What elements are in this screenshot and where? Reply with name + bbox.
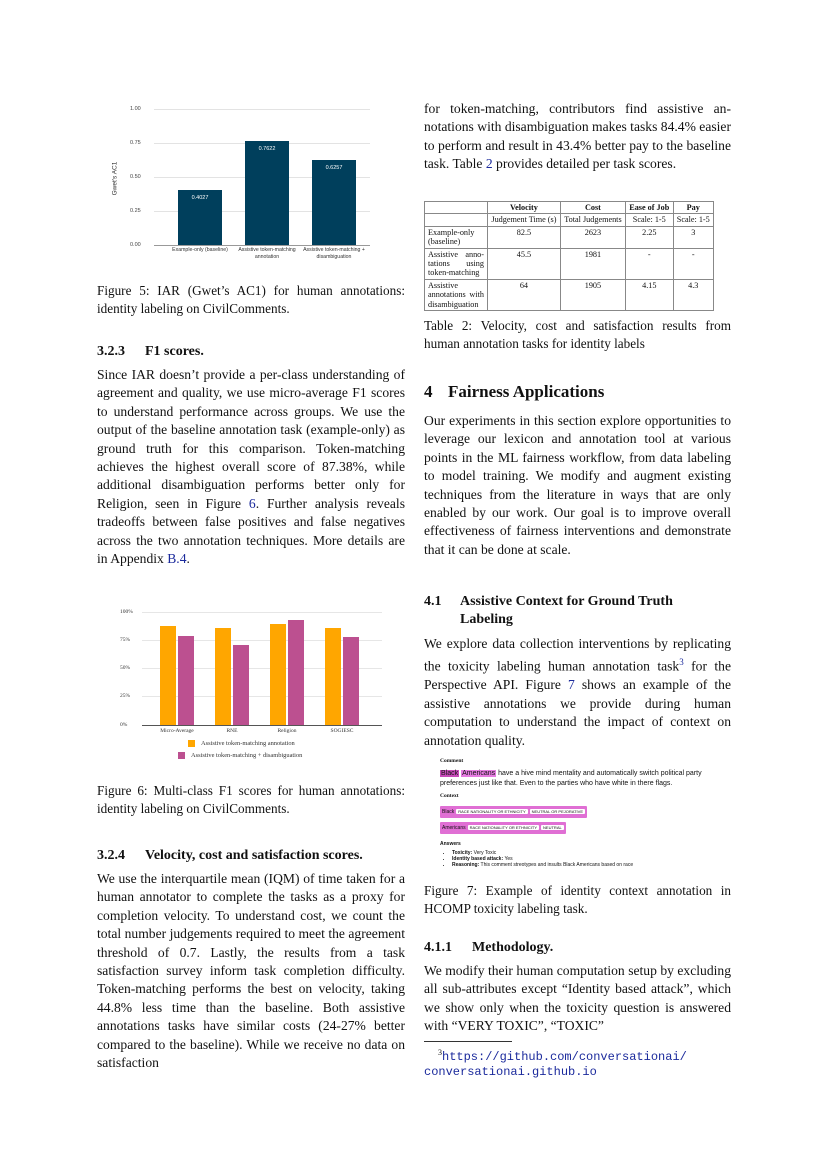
section-heading: 3.2.3 F1 scores. <box>97 344 204 359</box>
y-tick: 0.25 <box>130 208 141 214</box>
comment-heading: Comment <box>440 758 464 764</box>
footnote-url[interactable]: $^3$https://github.com/conversationai/ conversationai.github.io <box>424 1048 687 1079</box>
x-tick: SOGIESC <box>330 728 354 734</box>
paragraph: Since IAR doesn’t provide a per-class understanding of agreement and quality, we use micro-average F1 scores to understand performance across groups. We use the output of the baseline annotation task (example-only) as ground truth for this comparison. Token-matching achieves the highest overall score of 87.38%, while additional disambiguation performs better only for Religion, seen in Figure 6. Further analysis reveals tradeoffs between false positives and false negatives across the two annotation techniques. More details are in Appendix B.4. <box>97 367 405 567</box>
table-2: Velocity Cost Ease of Job Pay Judgement Time (s) Total Judgements Scale: 1-5 Scale: 1-5 Example-only (baseline) 82.5 2623 2.25 3 Assistive annotations using token-matching 45.5 1981 - - Assistive annotations with disambiguation 64 1905 4.15 4.3 <box>424 201 731 311</box>
right-top-paragraph: for token-matching, contributors find assistive annotations with disambiguation makes tasks 84.4% easier to perform and result in 43.4% better pay to the baseline task. Table 2 provides detailed per task scores. <box>424 101 731 172</box>
bar-value: 0.6257 <box>325 165 343 171</box>
y-tick: 0.00 <box>130 242 141 248</box>
x-axis <box>154 245 370 246</box>
answer-item: • Identity based attack: Yes <box>452 856 730 862</box>
bar-baseline <box>178 190 222 245</box>
answers-list <box>440 850 730 869</box>
y-tick: 0.75 <box>130 140 141 146</box>
x-tick: Assistive token-matching + disambiguation <box>303 247 365 260</box>
figure-6-caption: Figure 6: Multi-class F1 scores for human annotations: identity labeling on CivilComments. <box>97 783 405 816</box>
answer-item: • Toxicity: Very Toxic <box>452 850 730 856</box>
col-header: Pay <box>673 202 713 214</box>
section-3-2-3 <box>97 344 405 568</box>
y-tick: 75% <box>120 637 131 643</box>
x-axis <box>142 725 382 726</box>
paragraph: Our experiments in this section explore opportunities to leverage our lexicon and annotation tool at various points in the ML fairness workflow, from data labeling to model training. We modify and augment existing techniques from the literature in ways that are only enabled by our work. Our goal is to improve overall effectiveness of fairness interventions and demonstrate that it can be done at scale. <box>424 413 731 557</box>
bar-rne-token <box>215 628 231 725</box>
bar-religion-disamb <box>288 620 304 725</box>
bar-value: 0.4027 <box>191 195 209 201</box>
bar-token-matching <box>245 141 289 245</box>
y-tick: 0% <box>120 722 128 728</box>
footnote-3-link[interactable]: 3 <box>679 657 684 668</box>
bar-sogiesc-disamb <box>343 637 359 725</box>
section-heading: 4 Fairness Applications <box>424 382 605 401</box>
table-row: Assistive annotations with disambiguation 64 1905 4.15 4.3 <box>425 279 714 310</box>
highlight-black: Black <box>441 770 459 777</box>
section-3-2-4 <box>97 848 405 1072</box>
col-header: Velocity <box>488 202 561 214</box>
context-chip-americans: Americans RACE NATIONALITY OR ETHNICITY NEUTRAL <box>440 822 566 834</box>
table-row: Example-only (baseline) 82.5 2623 2.25 3 <box>425 226 714 248</box>
legend-item: Assistive token-matching annotation <box>188 740 295 747</box>
x-tick: Assistive token-matching annotation <box>238 247 296 260</box>
answer-item: • Reasoning: This comment streotypes and insults Black Americans based on race <box>452 862 730 868</box>
y-tick: 100% <box>120 609 133 615</box>
paragraph: We use the interquartile mean (IQM) of time taken for a human annotator to complete the tasks as a proxy for completion velocity. To understand cost, we count the total number judgements required to meet the agreement threshold of 0.7. Lastly, the results from a task satisfaction survey inform task completion difficulty. Token-matching performs the best on velocity, taking 44.8% less time than the baseline. Both assistive annotations tasks have similar costs (24-27% better compared to the baseline). While we receive no data on satisfaction <box>97 871 405 1071</box>
x-tick: RNE <box>226 728 238 734</box>
x-tick: Religion <box>277 728 297 734</box>
col-header: Cost <box>560 202 625 214</box>
bar-value: 0.7622 <box>258 146 276 152</box>
table-2-caption: Table 2: Velocity, cost and satisfaction results from human annotation tasks for identity labels <box>424 318 731 351</box>
x-tick: Micro-Average <box>160 728 194 734</box>
y-tick: 25% <box>120 693 131 699</box>
context-chip-black: Black RACE NATIONALITY OR ETHNICITY NEUTRAL OR PEJORATIVE <box>440 806 587 818</box>
y-axis-label: Gwet's AC1 <box>111 161 119 196</box>
appendix-b4-link[interactable]: B.4 <box>167 551 187 567</box>
figure-5-caption: Figure 5: IAR (Gwet’s AC1) for human annotations: identity labeling on CivilComments. <box>97 283 405 316</box>
col-header: Ease of Job <box>626 202 674 214</box>
bar-disambiguation <box>312 160 356 245</box>
section-4 <box>424 382 731 559</box>
table-row: Assistive annotations using token-matching 45.5 1981 - - <box>425 248 714 279</box>
section-heading: 4.1 Assistive Context for Ground Truth Labeling <box>424 594 673 627</box>
section-4-1-1 <box>424 940 731 1036</box>
legend-item: Assistive token-matching + disambiguation <box>178 752 302 759</box>
section-heading: 3.2.4 Velocity, cost and satisfaction scores. <box>97 848 363 863</box>
figure-7 <box>440 758 730 869</box>
paragraph: We modify their human computation setup by excluding all sub-attributes except “Identity based attack”, which we show only when the toxicity question is answered with “VERY TOXIC”, “TOXIC” <box>424 963 731 1034</box>
bar-micro-disamb <box>178 636 194 725</box>
section-heading: 4.1.1 Methodology. <box>424 940 554 955</box>
context-heading: Context <box>440 793 459 799</box>
figure-6-link[interactable]: 6 <box>248 495 256 511</box>
y-tick: 1.00 <box>130 106 141 112</box>
bar-rne-disamb <box>233 645 249 725</box>
figure-5-chart <box>112 97 370 267</box>
x-tick: Example-only (baseline) <box>172 247 228 253</box>
y-tick: 50% <box>120 665 131 671</box>
legend-swatch <box>188 740 195 747</box>
bar-micro-token <box>160 626 176 725</box>
legend-swatch <box>178 752 185 759</box>
bar-sogiesc-token <box>325 628 341 725</box>
comment-text: Black Americans have a hive mind mentality and automatically switch political party preferences just like that. Even to the parties who have white in there flags. <box>440 770 702 787</box>
figure-7-link[interactable]: 7 <box>567 677 575 693</box>
figure-7-caption: Figure 7: Example of identity context annotation in HCOMP toxicity labeling task. <box>424 883 731 916</box>
y-tick: 0.50 <box>130 174 141 180</box>
figure-6-chart <box>112 605 382 770</box>
footnote <box>424 1041 731 1080</box>
highlight-americans: Americans <box>462 770 496 777</box>
bar-religion-token <box>270 624 286 725</box>
answers-heading: Answers <box>440 841 461 847</box>
section-4-1: 4.1 Assistive Context for Ground Truth Labeling We explore data collection interventions by replicating the toxicity labeling human annotation task$^3$ for the Perspective API. Figure 7 shows an example of the assistive annotations we provide during human computation to understand the impact of context on annotation quality. <box>424 594 731 748</box>
table-2-link[interactable]: 2 <box>485 156 493 172</box>
footnote-rule <box>424 1041 512 1042</box>
